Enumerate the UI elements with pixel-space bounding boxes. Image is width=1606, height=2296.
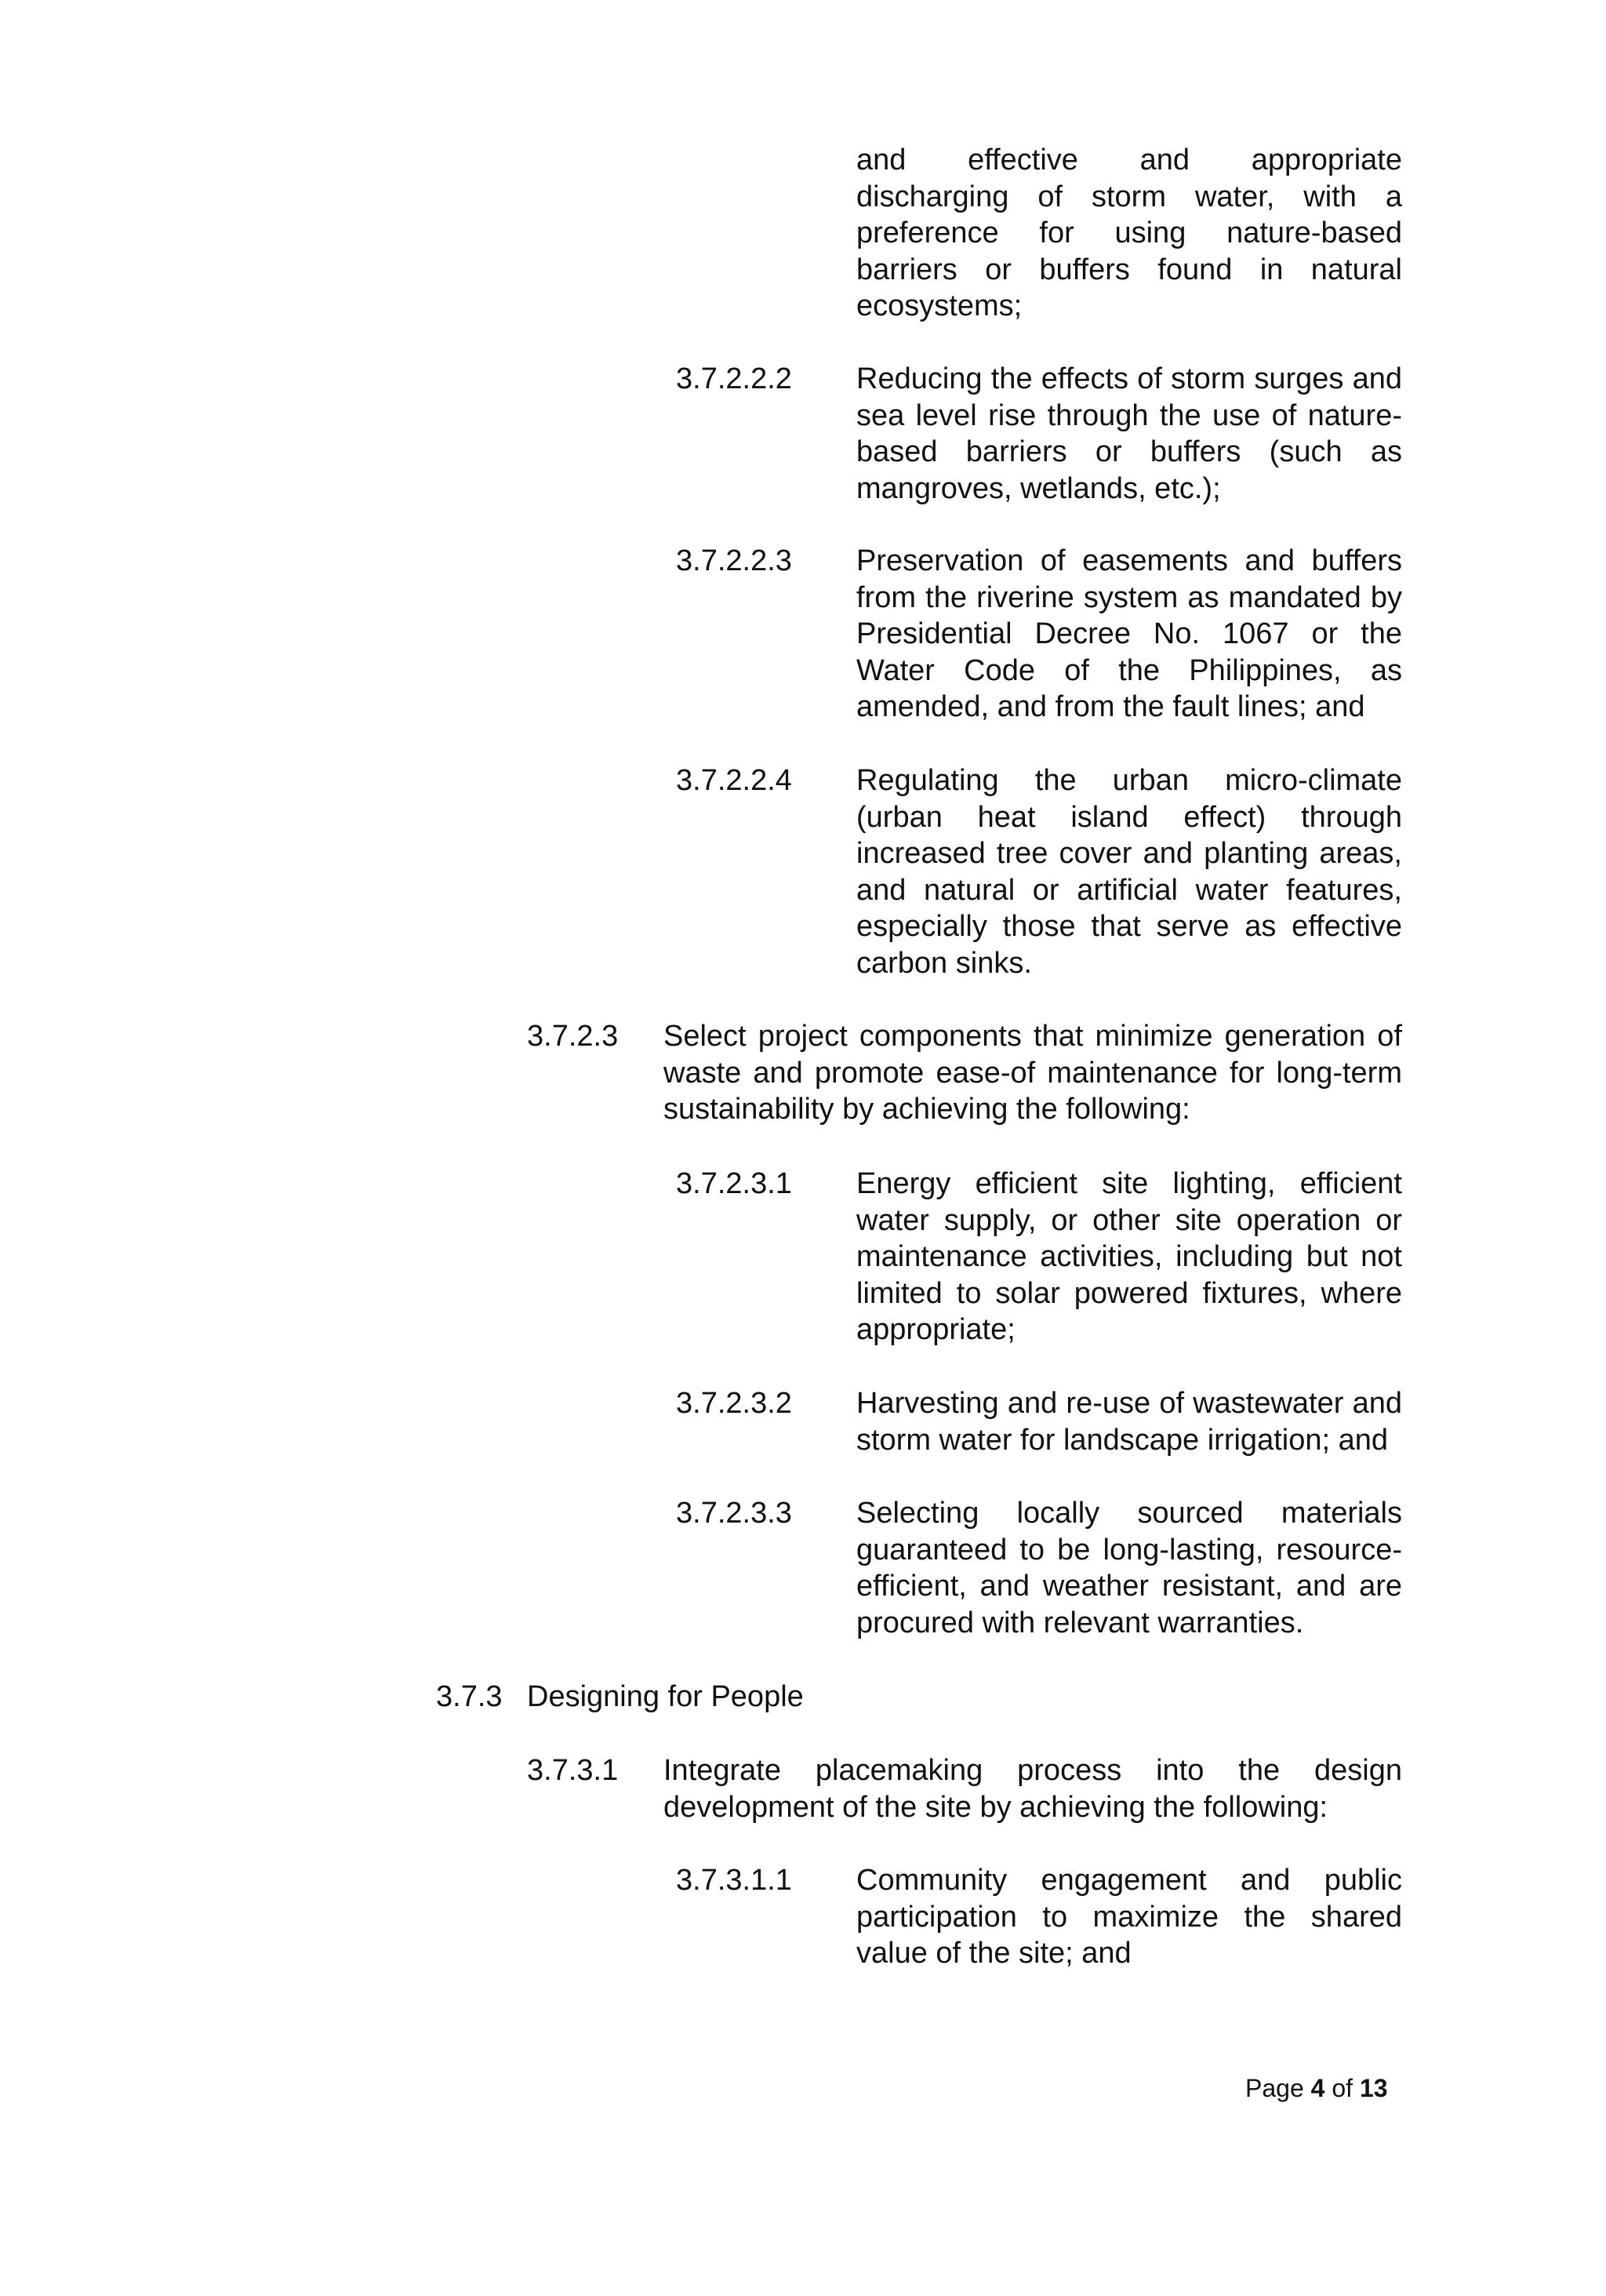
section-number: 3.7.2.3.1 xyxy=(676,1167,792,1200)
section-number: 3.7.2.2.3 xyxy=(676,544,792,577)
section-number: 3.7.2.3.3 xyxy=(676,1497,792,1530)
section-number: 3.7.3.1 xyxy=(527,1754,619,1787)
section-text: Community engagement and public participation to maximize the shared value of the site; and xyxy=(856,1864,1402,1970)
section-text: Integrate placemaking process into the design development of the site by achieving the following: xyxy=(663,1754,1402,1824)
page-footer xyxy=(1245,2072,1387,2104)
paragraph-continuation: and effective and appropriate discharging of storm water, with a preference for using nature-based barriers or buffers found in natural ecosystems; xyxy=(856,144,1402,322)
section-text: Harvesting and re-use of wastewater and storm water for landscape irrigation; and xyxy=(856,1387,1402,1457)
section-text: Preservation of easements and buffers from the riverine system as mandated by Presidential Decree No. 1067 or the Water Code of the Philippines, as amended, and from the fault lines; and xyxy=(856,544,1402,723)
page-label: Page xyxy=(1245,2074,1304,2102)
section-text: Energy efficient site lighting, efficient water supply, or other site operation or maintenance activities, including but not limited to solar powered fixtures, where appropriate; xyxy=(856,1167,1402,1346)
section-text: Select project components that minimize generation of waste and promote ease-of maintenance for long-term sustainability by achieving the following: xyxy=(663,1020,1402,1126)
section-number: 3.7.2.2.4 xyxy=(676,764,792,797)
section-heading: Designing for People xyxy=(527,1680,804,1713)
page-current: 4 xyxy=(1310,2074,1325,2102)
section-text: Reducing the effects of storm surges and sea level rise through the use of nature-based barriers or buffers (such as mangroves, wetlands, etc.); xyxy=(856,362,1402,505)
section-number: 3.7.2.3 xyxy=(527,1020,619,1053)
section-number: 3.7.2.3.2 xyxy=(676,1387,792,1420)
section-number: 3.7.3 xyxy=(436,1680,503,1713)
section-text: Selecting locally sourced materials guaranteed to be long-lasting, resource-efficient, and weather resistant, and are procured with relevant warranties. xyxy=(856,1497,1402,1639)
section-number: 3.7.3.1.1 xyxy=(676,1864,792,1897)
section-text: Regulating the urban micro-climate (urban heat island effect) through increased tree cover and planting areas, and natural or artificial water features, especially those that serve as effective carbon sinks. xyxy=(856,764,1402,980)
page-total: 13 xyxy=(1359,2074,1388,2102)
section-number: 3.7.2.2.2 xyxy=(676,362,792,395)
of-label: of xyxy=(1332,2074,1353,2102)
